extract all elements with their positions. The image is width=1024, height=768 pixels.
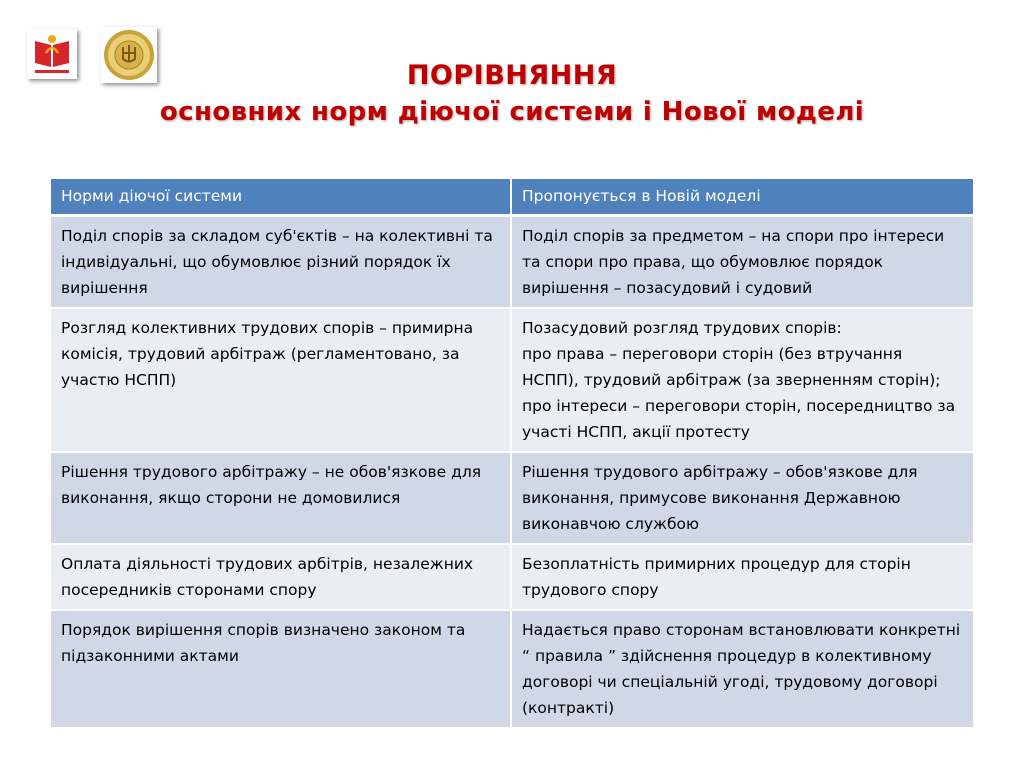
table-cell-current: Рішення трудового арбітражу – не обов'язкове для виконання, якщо сторони не домовилися <box>51 452 511 544</box>
table-cell-current: Розгляд колективних трудових спорів – примирна комісія, трудовий арбітраж (регламентовано, за участю НСПП) <box>51 308 511 452</box>
table-row <box>51 610 973 728</box>
table-cell-proposed: Безоплатність примирних процедур для сторін трудового спору <box>511 544 973 610</box>
page-title: ПОРІВНЯННЯ <box>406 60 618 91</box>
table-row <box>51 452 973 544</box>
table-row <box>51 544 973 610</box>
page-subtitle: основних норм діючої системи і Нової моделі <box>159 97 865 127</box>
table-row <box>51 308 973 452</box>
table-cell-proposed: Надається право сторонам встановлювати конкретні “ правила ” здійснення процедур в колективному договорі чи спеціальній угоді, трудовому договорі (контракті) <box>511 610 973 728</box>
column-header-new-model: Пропонується в Новій моделі <box>511 179 973 215</box>
table-cell-proposed: Поділ спорів за предметом – на спори про інтереси та спори про права, що обумовлює порядок вирішення – позасудовий і судовий <box>511 215 973 308</box>
table-cell-proposed: Позасудовий розгляд трудових спорів: про права – переговори сторін (без втручання НСПП), трудовий арбітраж (за зверненням сторін); про інтереси – переговори сторін, посередництво за участі НСПП, акції протесту <box>511 308 973 452</box>
table-header-row <box>51 179 973 215</box>
table-cell-current: Поділ спорів за складом суб'єктів – на колективні та індивідуальні, що обумовлює різний порядок їх вирішення <box>51 215 511 308</box>
comparison-table <box>51 179 973 729</box>
table-cell-current: Оплата діяльності трудових арбітрів, незалежних посередників сторонами спору <box>51 544 511 610</box>
column-header-current-system: Норми діючої системи <box>51 179 511 215</box>
table-cell-current: Порядок вирішення спорів визначено законом та підзаконними актами <box>51 610 511 728</box>
table-cell-proposed: Рішення трудового арбітражу – обов'язкове для виконання, примусове виконання Державною виконавчою службою <box>511 452 973 544</box>
table-row <box>51 215 973 308</box>
